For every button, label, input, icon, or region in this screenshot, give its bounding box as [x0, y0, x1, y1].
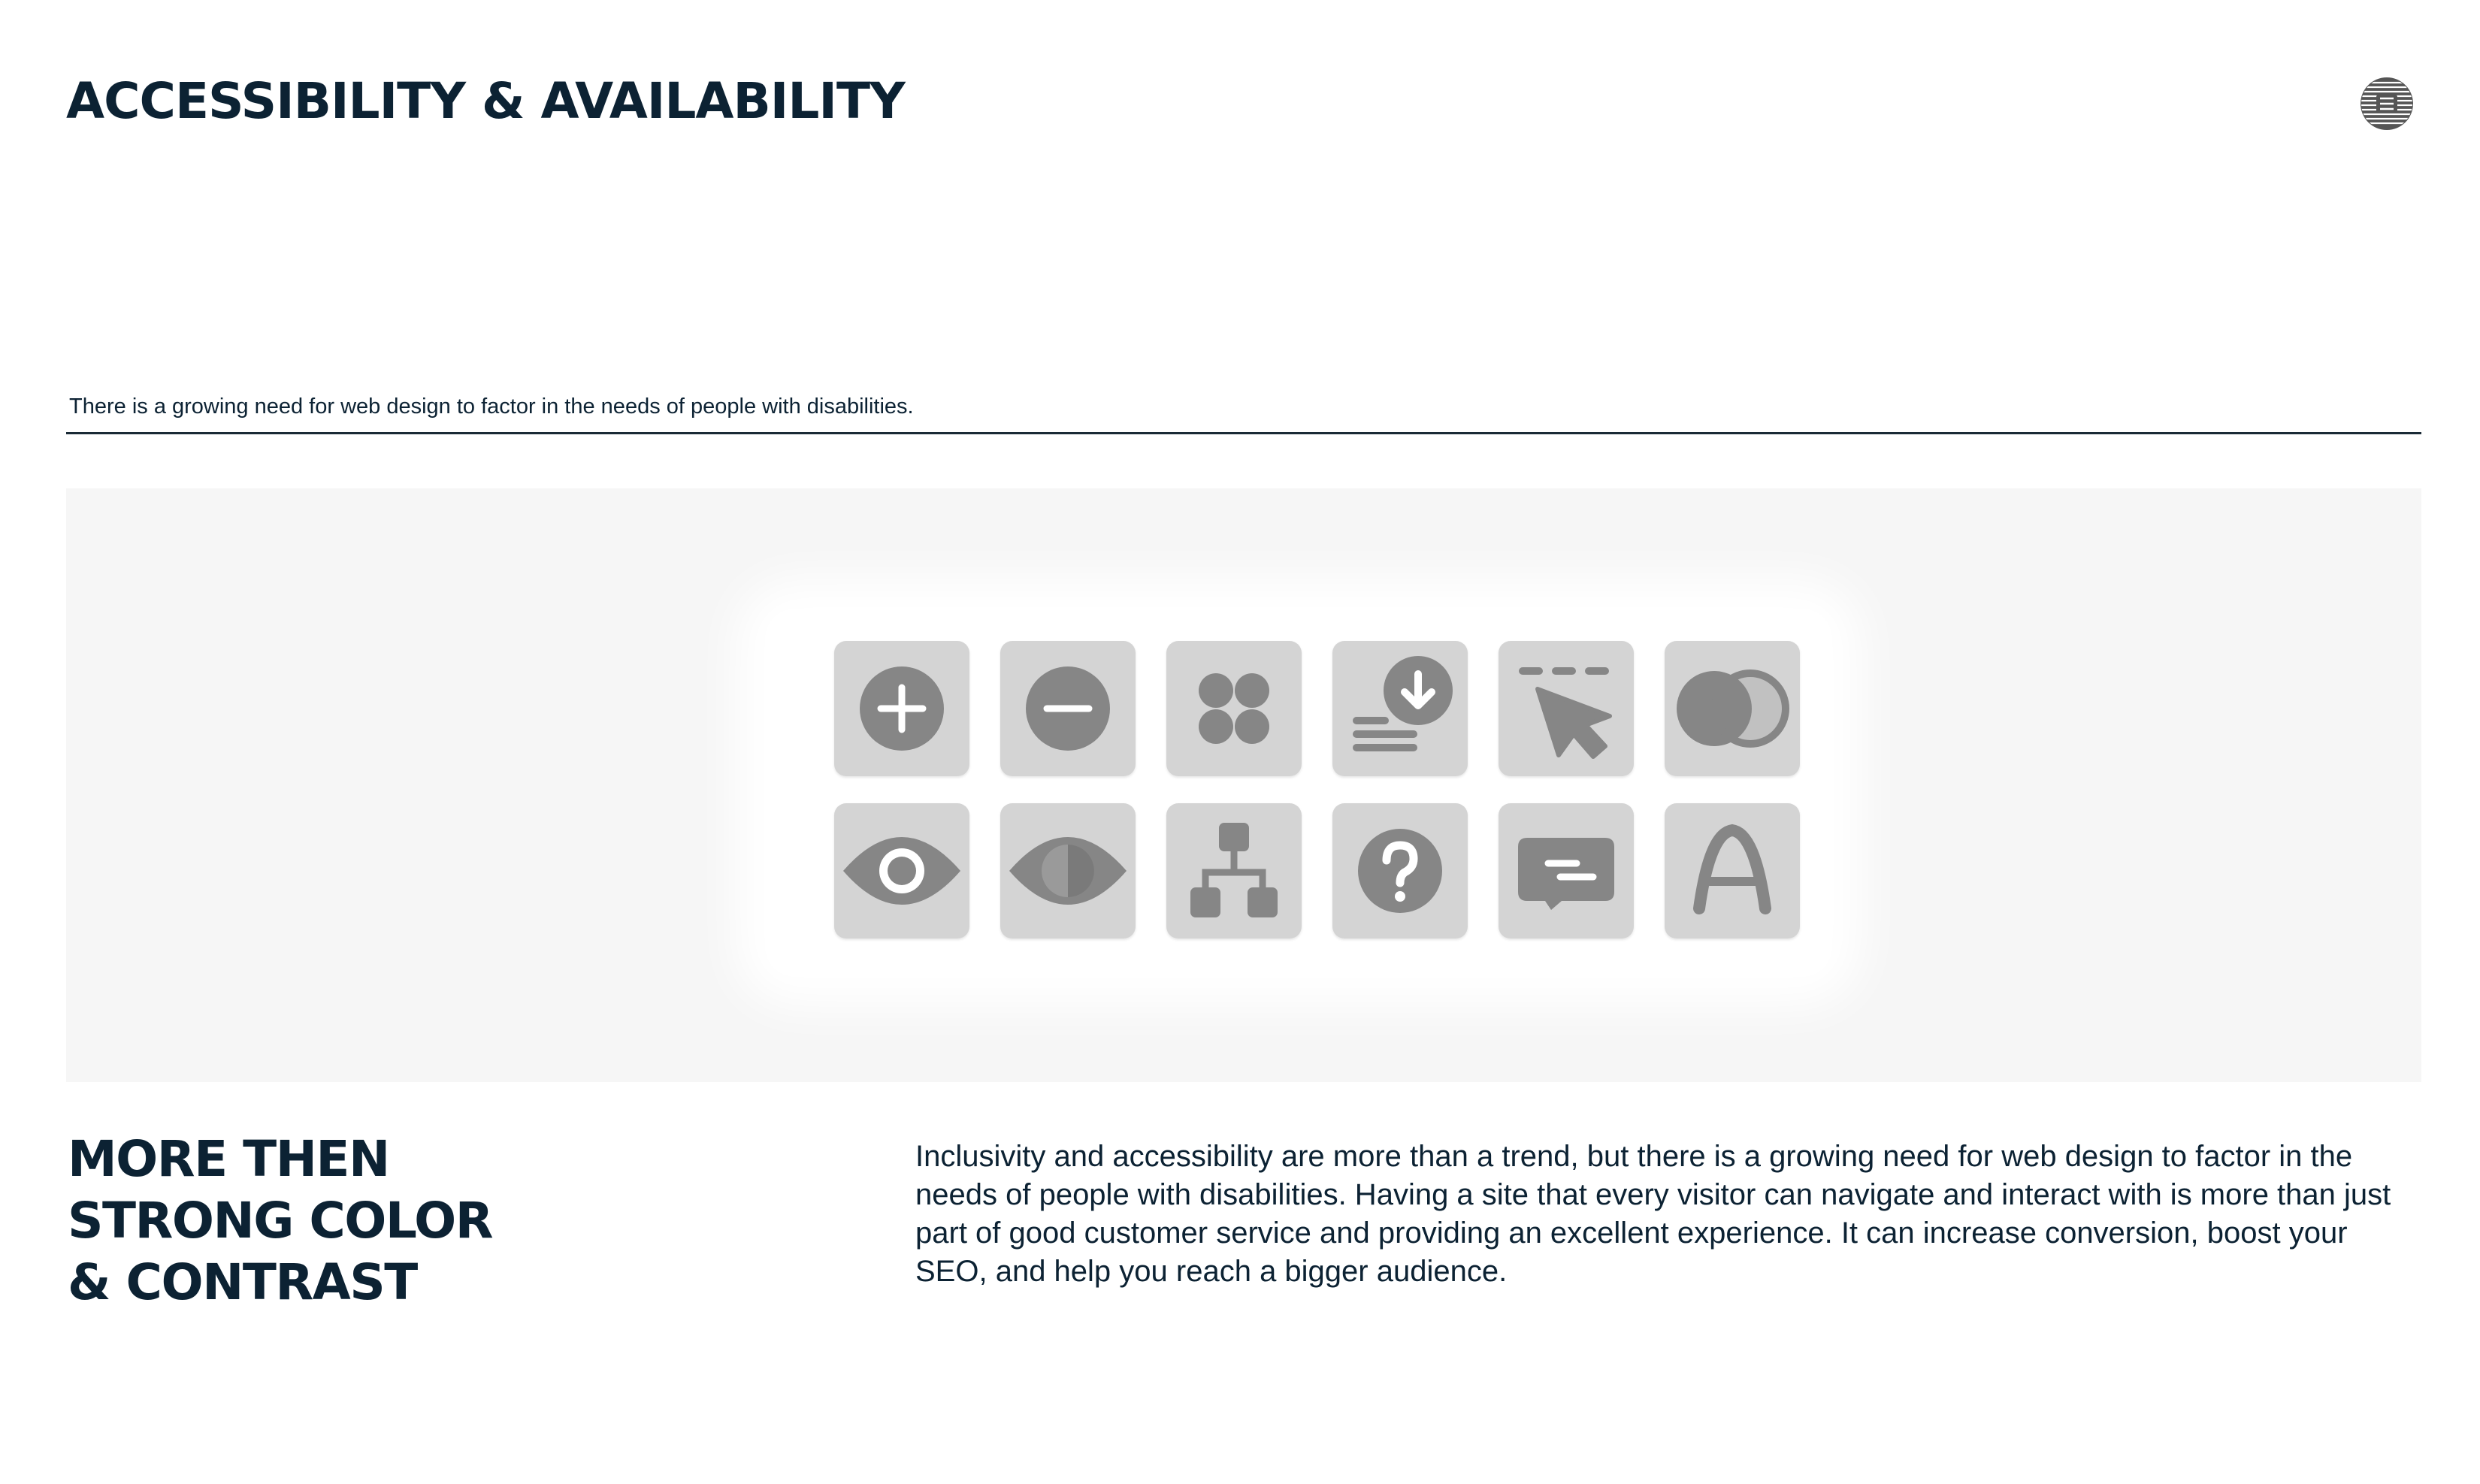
font-letter-a-icon [1665, 803, 1800, 938]
zoom-out-icon [1000, 641, 1136, 776]
section-heading-line-1: MORE THEN [68, 1130, 389, 1188]
tile-cursor [1499, 641, 1634, 776]
tile-sitemap [1166, 803, 1302, 938]
page-title: ACCESSIBILITY & AVAILABILITY [66, 72, 905, 130]
message-icon [1499, 803, 1634, 938]
tile-zoom-out [1000, 641, 1136, 776]
intro-text: There is a growing need for web design to factor in the needs of people with disabilities. [69, 394, 914, 419]
section-heading [68, 1129, 492, 1313]
tile-eye [834, 803, 969, 938]
four-dots-icon [1166, 641, 1302, 776]
section-heading-line-2: STRONG COLOR [68, 1192, 493, 1250]
divider [66, 432, 2421, 434]
tile-zoom-in [834, 641, 969, 776]
tile-font-letter-a [1665, 803, 1800, 938]
eye-icon [834, 803, 969, 938]
zoom-in-icon [834, 641, 969, 776]
cursor-icon [1499, 641, 1634, 776]
tile-overlapping-circles [1665, 641, 1800, 776]
tile-contrast-eye [1000, 803, 1136, 938]
icon-showcase [66, 488, 2421, 1082]
icon-panel [765, 609, 1832, 977]
help-icon [1332, 803, 1468, 938]
download-text-icon [1332, 641, 1468, 776]
sitemap-icon [1166, 803, 1302, 938]
tile-download-text [1332, 641, 1468, 776]
striped-globe-logo-icon [2360, 77, 2414, 131]
tile-help [1332, 803, 1468, 938]
contrast-eye-icon [1000, 803, 1136, 938]
section-heading-line-3: & CONTRAST [68, 1253, 417, 1311]
tile-message [1499, 803, 1634, 938]
overlapping-circles-icon [1665, 641, 1800, 776]
section-body-text: Inclusivity and accessibility are more than a trend, but there is a growing need for web design to factor in the needs of people with disabilities. Having a site that every visitor can navigate and interact with is more than just part of good customer service and providing an excellent experience. It can increase conversion, boost your SEO, and help you reach a bigger audience. [915, 1140, 2391, 1288]
tile-four-dots [1166, 641, 1302, 776]
